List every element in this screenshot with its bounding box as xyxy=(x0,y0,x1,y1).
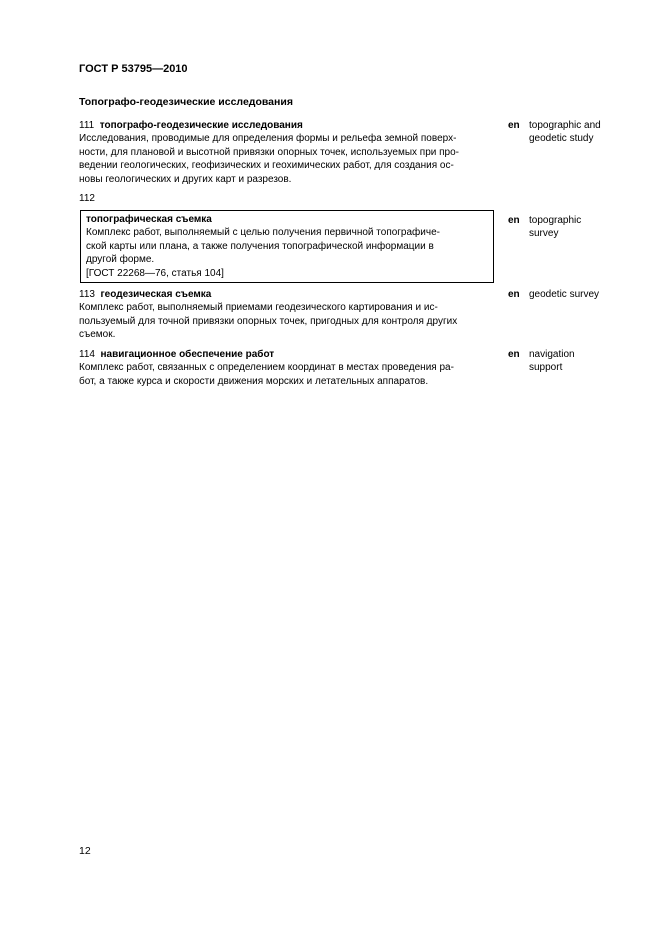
equivalent-line: support xyxy=(529,362,563,374)
equivalent-line: survey xyxy=(529,228,559,240)
definition-line: другой форме. xyxy=(86,254,155,266)
definition-line: Комплекс работ, выполняемый приемами геодезического картирования и ис- xyxy=(79,302,438,314)
document-header: ГОСТ Р 53795—2010 xyxy=(79,63,188,75)
definition-line: съемок. xyxy=(79,329,116,341)
entry-number: 114 xyxy=(79,349,95,360)
english-equivalent-111 xyxy=(508,119,629,146)
equivalent-line: topographic xyxy=(529,215,582,226)
term-entry-113 xyxy=(79,288,496,342)
equivalent-line: navigation xyxy=(529,349,575,360)
definition-line: ности, для плановой и высотной привязки опорных точек, используемых при про- xyxy=(79,146,459,158)
definition-line: новы геологических и других карт и разрезов. xyxy=(79,173,292,185)
language-code: en xyxy=(508,349,520,360)
term-entry-114 xyxy=(79,348,496,388)
definition-line: Комплекс работ, связанных с определением координат в местах проведения ра- xyxy=(79,362,454,374)
entry-term: топографическая съемка xyxy=(86,214,212,225)
definition-line: бот, а также курса и скорости движения морских и летательных аппаратов. xyxy=(79,375,429,387)
entry-number: 113 xyxy=(79,289,95,300)
english-equivalent-114 xyxy=(508,348,629,375)
reference: [ГОСТ 22268—76, статья 104] xyxy=(86,267,224,279)
entry-term: топографо-геодезические исследования xyxy=(99,120,303,131)
term-entry-111 xyxy=(79,119,496,186)
language-code: en xyxy=(508,215,520,226)
definition-line: ской карты или плана, а также получения топографической информации в xyxy=(86,240,434,252)
entry-number-112: 112 xyxy=(79,193,95,204)
equivalent-line: geodetic study xyxy=(529,133,594,145)
definition-line: ведении геологических, геофизических и геохимических работ, для создания ос- xyxy=(79,160,454,172)
entry-term: геодезическая съемка xyxy=(100,289,212,300)
language-code: en xyxy=(508,289,520,300)
definition-line: Исследования, проводимые для определения формы и рельефа земной поверх- xyxy=(79,133,457,145)
english-equivalent-113 xyxy=(508,288,629,301)
equivalent-line: geodetic survey xyxy=(529,289,600,300)
page-number: 12 xyxy=(79,845,91,857)
english-equivalent-112 xyxy=(508,214,629,241)
equivalent-line: topographic and xyxy=(529,120,601,131)
entry-number: 111 xyxy=(79,120,95,131)
definition-line: пользуемый для точной привязки опорных точек, пригодных для контроля других xyxy=(79,315,458,327)
term-entry-112-box xyxy=(80,210,494,283)
definition-line: Комплекс работ, выполняемый с целью получения первичной топографиче- xyxy=(86,227,440,239)
section-title: Топографо-геодезические исследования xyxy=(79,96,293,108)
entry-term: навигационное обеспечение работ xyxy=(100,349,275,360)
language-code: en xyxy=(508,120,520,131)
